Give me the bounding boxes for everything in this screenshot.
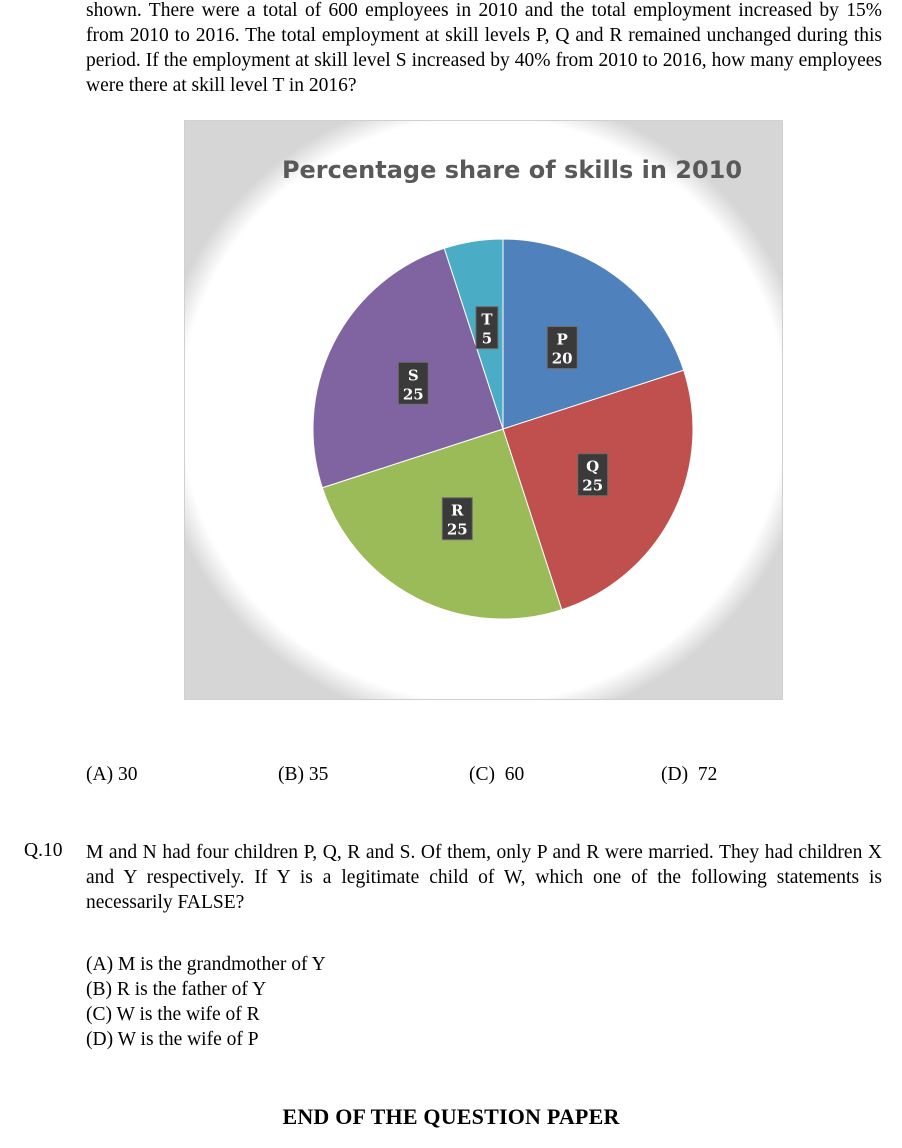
q9-option-a[interactable]: (A) 30 bbox=[86, 764, 138, 785]
chart-title: Percentage share of skills in 2010 bbox=[281, 156, 743, 184]
question-10-text: M and N had four children P, Q, R and S. Of them, only P and R were married. They had children X and Y respectively. If Y is a legitimate child of W, which one of the following statements is necessarily FALSE? bbox=[86, 842, 882, 913]
data-label-value: 25 bbox=[446, 520, 468, 539]
data-label-r bbox=[442, 498, 472, 540]
q10-option-b[interactable]: (B) R is the father of Y bbox=[86, 979, 267, 1000]
pie-chart bbox=[184, 120, 783, 700]
end-of-paper: END OF THE QUESTION PAPER bbox=[282, 1104, 620, 1129]
question-10-options bbox=[86, 952, 326, 1052]
q10-option-d[interactable]: (D) W is the wife of P bbox=[86, 1029, 259, 1050]
q10-option-c[interactable]: (C) W is the wife of R bbox=[86, 1004, 260, 1025]
data-label-value: 5 bbox=[481, 329, 493, 348]
q10-option-a[interactable]: (A) M is the grandmother of Y bbox=[86, 954, 326, 975]
data-label-value: 20 bbox=[551, 349, 573, 368]
q9-option-d[interactable]: (D) 72 bbox=[661, 764, 718, 785]
question-10-number: Q.10 bbox=[24, 840, 63, 861]
pie-chart-svg bbox=[185, 121, 784, 701]
data-label-value: 25 bbox=[582, 476, 604, 495]
data-label-category: R bbox=[451, 501, 464, 520]
q9-option-c[interactable]: (C) 60 bbox=[469, 764, 525, 785]
data-label-category: S bbox=[407, 366, 419, 385]
data-label-category: T bbox=[481, 310, 493, 329]
data-label-p bbox=[547, 327, 577, 369]
pie-slices bbox=[313, 239, 693, 619]
data-label-category: Q bbox=[586, 457, 600, 476]
data-label-category: P bbox=[556, 330, 568, 349]
data-label-t bbox=[476, 307, 498, 349]
data-label-q bbox=[578, 454, 608, 496]
question-9-text: shown. There were a total of 600 employees in 2010 and the total employment increased by 15% from 2010 to 2016. The total employment at skill levels P, Q and R remained unchanged during this period. If the employment at skill level S increased by 40% from 2010 to 2016, how many employees were there at skill level T in 2016? bbox=[86, 0, 882, 96]
data-label-value: 25 bbox=[402, 385, 424, 404]
data-label-s bbox=[398, 362, 428, 404]
q9-option-b[interactable]: (B) 35 bbox=[278, 764, 329, 785]
